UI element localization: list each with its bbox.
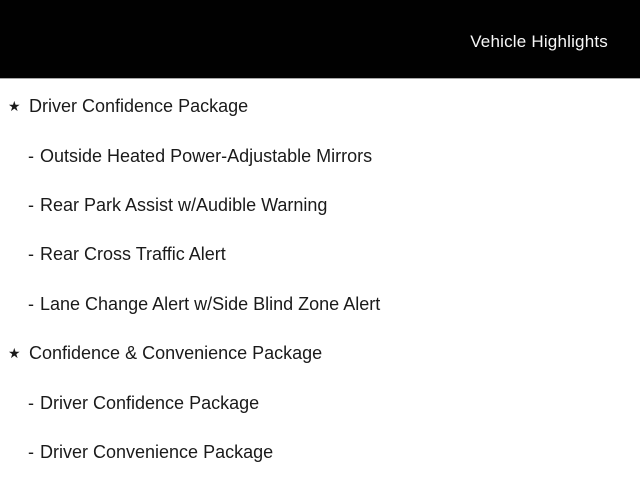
package-item — [0, 329, 640, 378]
package-title: Driver Confidence Package — [29, 96, 249, 117]
package-item — [0, 82, 640, 131]
feature-item — [0, 428, 640, 477]
feature-label: Outside Heated Power-Adjustable Mirrors — [40, 145, 373, 166]
dash-bullet: - — [28, 441, 34, 462]
dash-bullet: - — [28, 145, 34, 166]
highlights-list — [0, 82, 640, 477]
feature-label: Rear Cross Traffic Alert — [40, 244, 226, 265]
feature-label: Rear Park Assist w/Audible Warning — [40, 194, 328, 215]
header-bar — [0, 0, 640, 79]
feature-item — [0, 230, 640, 279]
dash-bullet: - — [28, 244, 34, 265]
feature-item — [0, 280, 640, 329]
dash-bullet: - — [28, 392, 34, 413]
feature-label: Driver Convenience Package — [40, 441, 274, 462]
star-icon: ★ — [8, 98, 21, 115]
star-icon: ★ — [8, 345, 21, 362]
dash-bullet: - — [28, 293, 34, 314]
feature-item — [0, 181, 640, 230]
feature-label: Lane Change Alert w/Side Blind Zone Alert — [40, 293, 381, 314]
feature-label: Driver Confidence Package — [40, 392, 260, 413]
feature-item — [0, 131, 640, 180]
feature-item — [0, 378, 640, 427]
page-title: Vehicle Highlights — [470, 31, 608, 51]
dash-bullet: - — [28, 194, 34, 215]
package-title: Confidence & Convenience Package — [29, 343, 323, 364]
